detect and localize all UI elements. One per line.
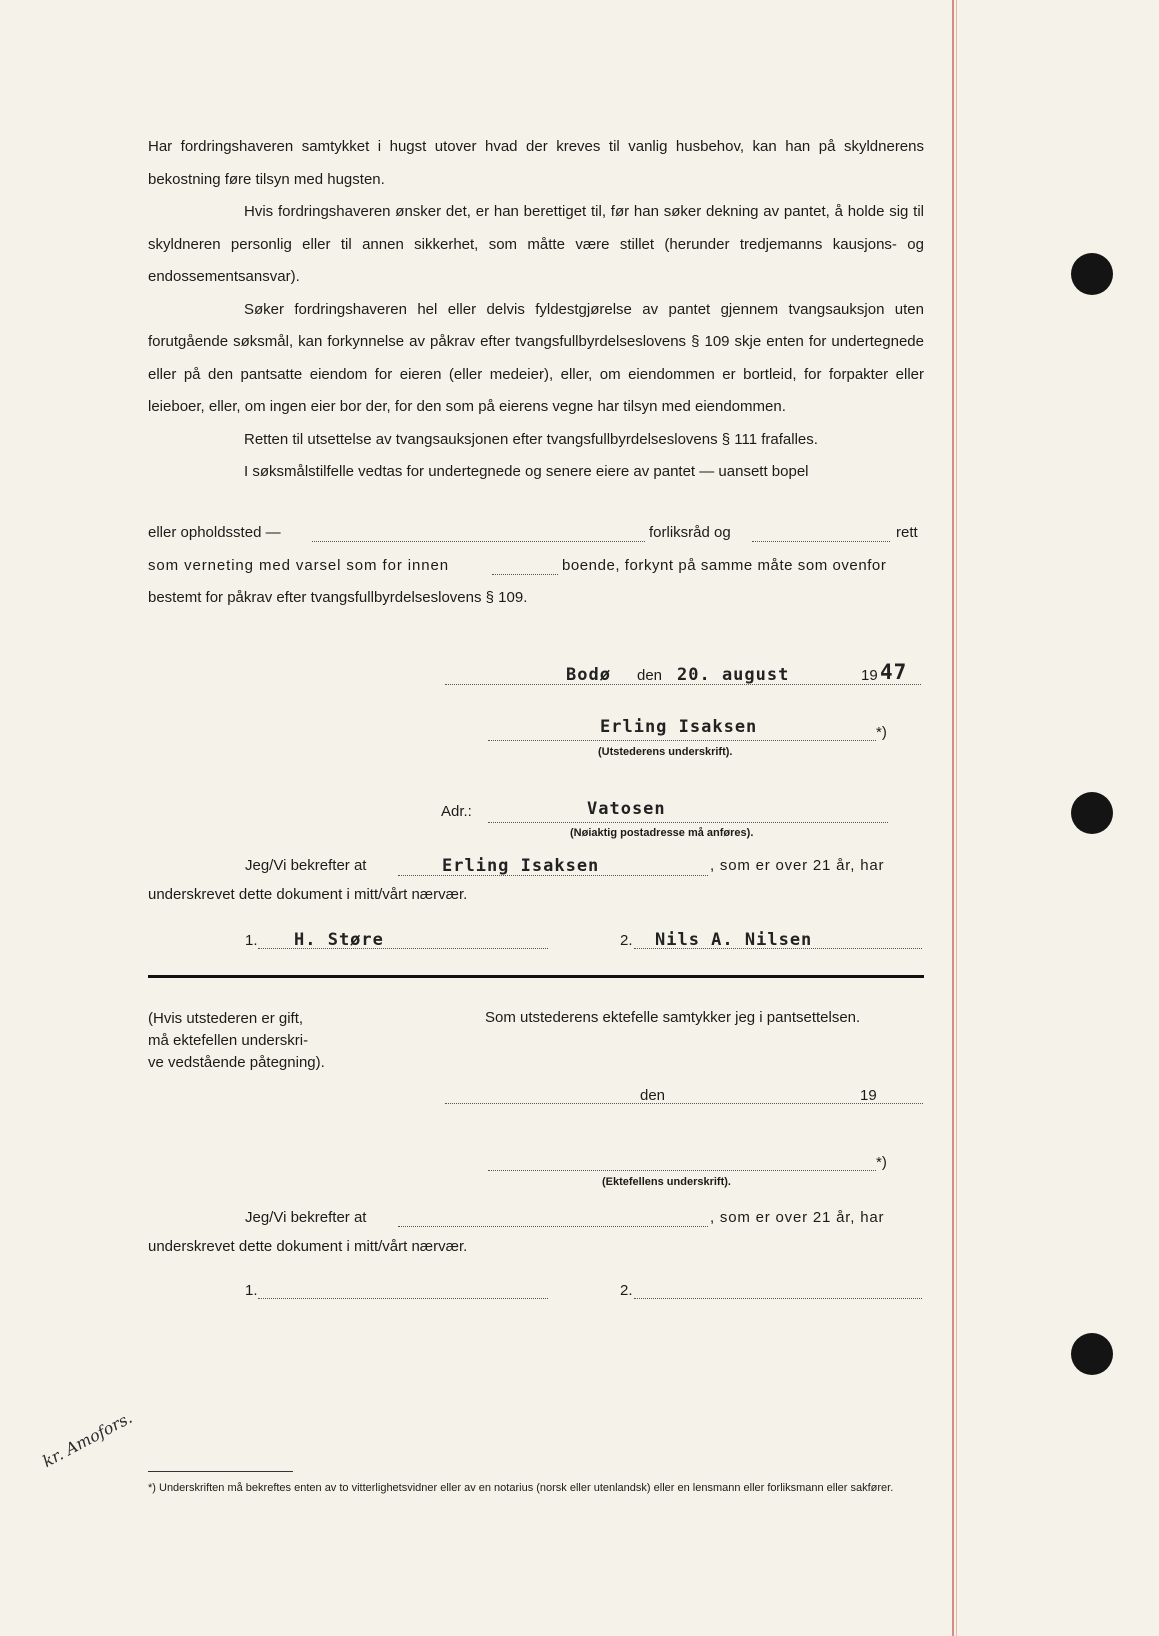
- witness-text: underskrevet dette dokument i mitt/vårt nærvær.: [148, 886, 468, 903]
- signature-line: [488, 740, 876, 741]
- venue-text: eller opholdssted —: [148, 524, 281, 541]
- fill-line: [398, 875, 708, 876]
- fill-line: [312, 541, 645, 542]
- witness-line: [634, 1298, 922, 1299]
- spouse-side-note: [148, 1008, 325, 1074]
- issuer-star: *): [876, 724, 887, 741]
- venue-text: bestemt for påkrav efter tvangsfullbyrdelseslovens § 109.: [148, 589, 528, 606]
- date-year-prefix: 19: [861, 667, 878, 684]
- witness-line: [258, 1298, 548, 1299]
- punch-hole: [1071, 1333, 1113, 1375]
- side-note-line: må ektefellen underskri-: [148, 1032, 309, 1049]
- address-value: Vatosen: [587, 799, 666, 819]
- paragraph: Hvis fordringshaveren ønsker det, er han berettiget til, før han søker dekning av pantet, å holde sig til skyldneren personlig eller til annen sikkerhet, som måtte være stillet (herunder tredjemanns kausjons- og endossementsansvar).: [148, 203, 924, 285]
- witness-1-name: H. Støre: [294, 930, 384, 950]
- witness-text: , som er over 21 år, har: [710, 857, 885, 874]
- side-note-line: (Hvis utstederen er gift,: [148, 1010, 304, 1027]
- spouse-den-label: den: [640, 1087, 666, 1104]
- body-text: [148, 131, 924, 489]
- address-line: [488, 822, 888, 823]
- address-caption: (Nøiaktig postadresse må anføres).: [570, 827, 754, 839]
- margin-rule-secondary: [956, 0, 957, 1636]
- section-divider: [148, 975, 924, 978]
- footnote: *) Underskriften må bekreftes enten av to vitterlighetsvidner eller av en notarius (norsk eller utenlandsk) eller en lensmann eller forliksmann eller sakfører.: [148, 1482, 894, 1494]
- paragraph: Har fordringshaveren samtykket i hugst utover hvad der kreves til vanlig husbehov, kan han på skyldnerens bekostning føre tilsyn med hugsten.: [148, 138, 924, 188]
- handwritten-note: kr. Amofors.: [39, 1407, 136, 1472]
- signature-line: [488, 1170, 876, 1171]
- footnote-rule: [148, 1471, 293, 1472]
- paragraph: Søker fordringshaveren hel eller delvis fyldestgjørelse av pantet gjennem tvangsauksjon uten forutgående søksmål, kan forkynnelse av påkrav efter tvangsfullbyrdelseslovens § 109 skje enten for undertegnede eller på den pantsatte eiendom for eieren (eller medeier), eller, om eiendommen er bortleid, for forpakter eller leieboer, eller, om ingen eier bor der, for den som på eierens vegne har tilsyn med eiendommen.: [148, 300, 924, 415]
- witness-number: 2.: [620, 932, 633, 949]
- spouse-consent: Som utstederens ektefelle samtykker jeg i pantsettelsen.: [485, 1009, 861, 1026]
- witness-intro: Jeg/Vi bekrefter at: [245, 857, 367, 874]
- date-day-month: 20. august: [677, 665, 790, 685]
- date-year-suffix: 47: [880, 660, 908, 684]
- witness-intro: Jeg/Vi bekrefter at: [245, 1209, 367, 1226]
- witness-number: 1.: [245, 1282, 258, 1299]
- witness-2-name: Nils A. Nilsen: [655, 930, 813, 950]
- margin-rule: [952, 0, 954, 1636]
- fill-line: [752, 541, 890, 542]
- spouse-caption: (Ektefellens underskrift).: [602, 1176, 731, 1188]
- venue-text: som verneting med varsel som for innen: [148, 557, 449, 574]
- punch-hole: [1071, 253, 1113, 295]
- punch-hole: [1071, 792, 1113, 834]
- witness-number: 2.: [620, 1282, 633, 1299]
- spouse-year-prefix: 19: [860, 1087, 877, 1104]
- venue-text: rett: [896, 524, 918, 541]
- date-den-label: den: [637, 667, 663, 684]
- witness-text: , som er over 21 år, har: [710, 1209, 885, 1226]
- fill-line: [398, 1226, 708, 1227]
- witness-line: [634, 948, 922, 949]
- witness-text: underskrevet dette dokument i mitt/vårt nærvær.: [148, 1238, 468, 1255]
- venue-text: forliksråd og: [649, 524, 731, 541]
- issuer-caption: (Utstederens underskrift).: [598, 746, 733, 758]
- venue-text: boende, forkynt på samme måte som ovenfor: [562, 557, 887, 574]
- witness-principal-name: Erling Isaksen: [442, 856, 600, 876]
- side-note-line: ve vedstående påtegning).: [148, 1054, 325, 1071]
- spouse-star: *): [876, 1154, 887, 1171]
- paragraph: I søksmålstilfelle vedtas for undertegnede og senere eiere av pantet — uansett bopel: [244, 463, 809, 480]
- fill-line: [492, 574, 558, 575]
- paragraph: Retten til utsettelse av tvangsauksjonen efter tvangsfullbyrdelseslovens § 111 frafalles.: [244, 430, 818, 448]
- date-line: [445, 1103, 923, 1104]
- witness-line: [258, 948, 548, 949]
- witness-number: 1.: [245, 932, 258, 949]
- address-label: Adr.:: [441, 803, 472, 820]
- issuer-signature: Erling Isaksen: [600, 717, 758, 737]
- date-place: Bodø: [566, 665, 611, 685]
